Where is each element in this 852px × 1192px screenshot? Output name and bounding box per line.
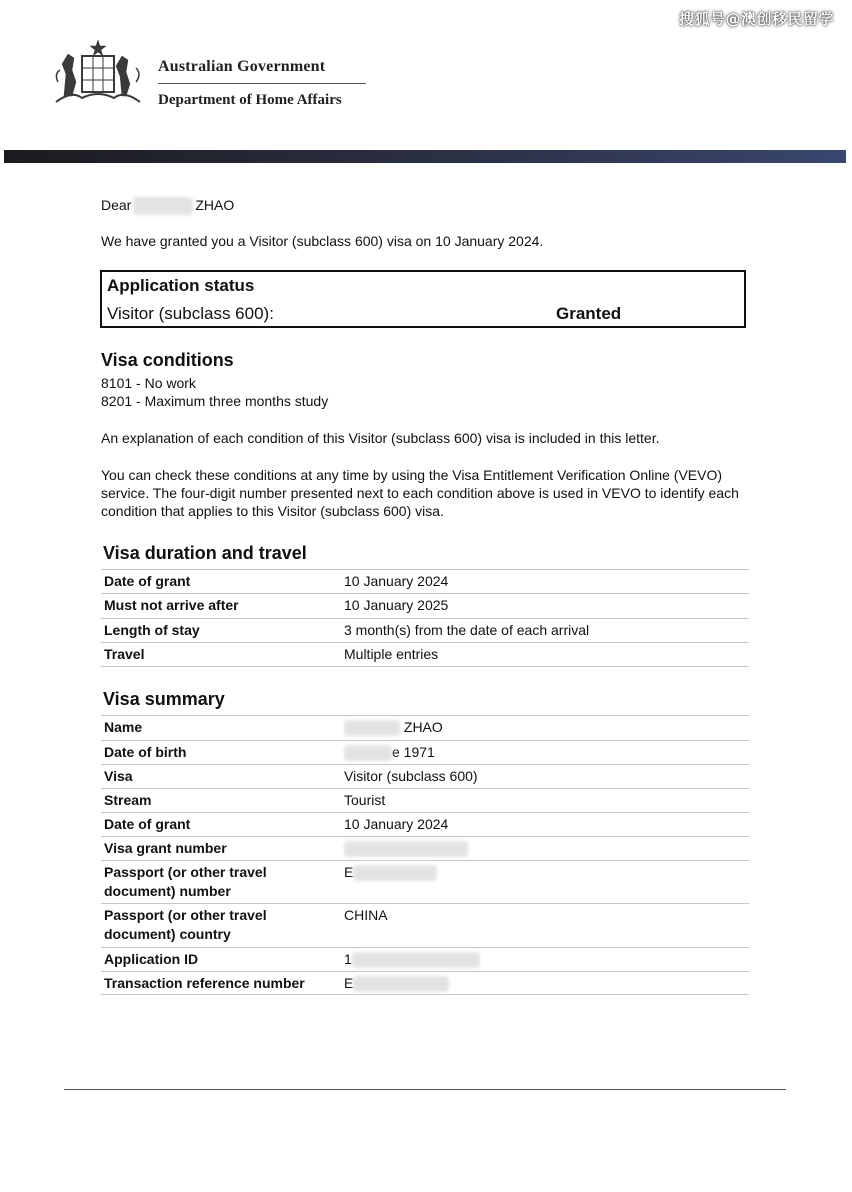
department-name: Department of Home Affairs [158,92,342,108]
conditions-list [101,374,328,410]
row-label: Stream [104,792,152,808]
row-value [344,718,443,737]
table-row [101,764,749,788]
row-label: Date of birth [104,744,187,760]
table-row [101,947,749,971]
row-label: Visa grant number [104,840,227,856]
passport-number-fragment: E [344,864,354,880]
table-row [101,618,749,642]
row-value: Multiple entries [344,646,439,662]
condition-item: 8101 - No work [101,375,196,391]
redacted-given-name [344,720,400,736]
table-row [101,788,749,812]
row-label: Travel [104,646,145,662]
redacted-transaction-ref [353,976,449,992]
government-heading [158,58,366,109]
conditions-explanation: An explanation of each condition of this Visitor (subclass 600) visa is included in this letter. [101,430,660,446]
row-value [344,974,449,993]
redacted-birth-day-month [344,745,392,761]
row-value: 10 January 2024 [344,573,449,589]
application-status-box [100,270,746,328]
government-name: Australian Government [158,58,326,75]
salutation-surname: ZHAO [195,197,235,213]
birth-year-fragment: e 1971 [392,744,435,760]
row-label: Date of grant [104,573,191,589]
salutation-prefix: Dear [101,197,132,213]
table-row [101,971,749,995]
redacted-grant-number [344,841,468,857]
row-label: Visa [104,768,133,784]
vevo-note: You can check these conditions at any time by using the Visa Entitlement Verification Online (VEVO) service. The four-digit number presented next to each condition above is used in VEVO to identify each condition that applies to this Visitor (subclass 600) visa. [101,467,739,519]
table-row [101,812,749,836]
row-value: CHINA [344,907,388,923]
status-visa-label: Visitor (subclass 600): [107,304,274,323]
row-value [344,863,437,882]
row-label: Name [104,719,143,735]
application-id-fragment: 1 [344,951,352,967]
visa-summary-heading: Visa summary [103,689,225,709]
table-row [101,836,749,860]
row-value [344,743,435,762]
conditions-heading: Visa conditions [101,350,234,370]
redacted-given-name [133,197,193,215]
heading-divider [158,83,366,84]
condition-item: 8201 - Maximum three months study [101,393,329,409]
status-title: Application status [107,276,255,295]
row-value: Visitor (subclass 600) [344,768,478,784]
footer-divider [64,1089,786,1090]
visa-summary-table [101,715,749,995]
status-value: Granted [556,304,622,323]
row-label: Must not arrive after [104,597,239,613]
row-value: Tourist [344,792,386,808]
duration-travel-heading: Visa duration and travel [103,543,307,563]
redacted-passport-number [353,865,437,881]
grant-sentence: We have granted you a Visitor (subclass 600) visa on 10 January 2024. [101,233,544,249]
table-row [101,715,749,740]
row-value: 3 month(s) from the date of each arrival [344,622,590,638]
summary-surname: ZHAO [403,719,443,735]
table-row [101,593,749,618]
row-label: Passport (or other travel document) country [104,907,267,942]
table-row [101,569,749,593]
row-value: 10 January 2024 [344,816,449,832]
table-row [101,642,749,667]
table-row [101,740,749,764]
watermark-text: 搜狐号@澳创移民留学 [678,10,834,28]
row-value [344,950,480,969]
row-label: Date of grant [104,816,191,832]
transaction-ref-fragment: E [344,975,354,991]
row-label: Passport (or other travel document) number [104,864,267,899]
table-row [101,903,749,947]
redacted-application-id [352,952,480,968]
table-row [101,860,749,903]
header-band [4,150,846,163]
duration-travel-table [101,569,749,667]
row-value: 10 January 2025 [344,597,449,613]
salutation [101,197,234,215]
row-value [344,839,468,858]
row-label: Application ID [104,951,199,967]
row-label: Length of stay [104,622,200,638]
row-label: Transaction reference number [104,975,305,991]
coat-of-arms-icon [52,36,144,108]
